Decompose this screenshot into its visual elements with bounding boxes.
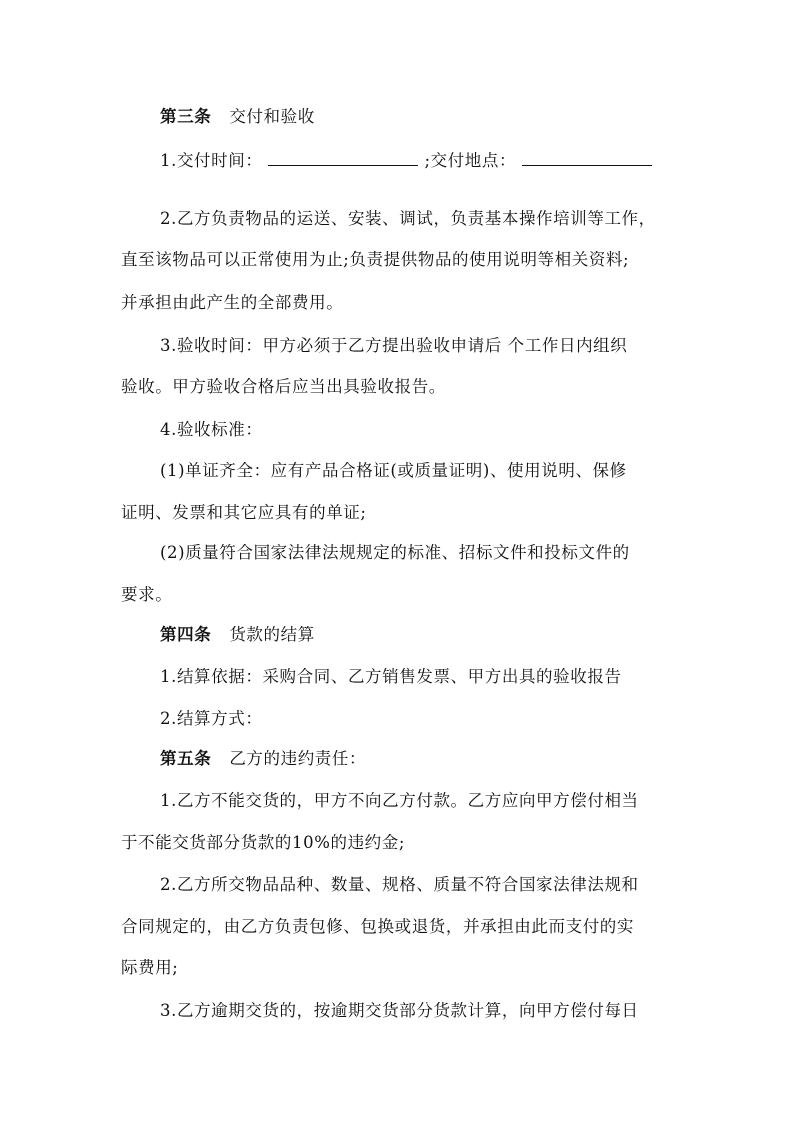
para-3-line-1: 3.验收时间：甲方必须于乙方提出验收申请后 个工作日内组织 <box>160 336 628 355</box>
para-10-line-1: 2.乙方所交物品品种、数量、规格、质量不符合国家法律法规和 <box>160 875 639 894</box>
para-3-line-2: 验收。甲方验收合格后应当出具验收报告。 <box>121 377 446 396</box>
article-4-heading <box>0 625 793 645</box>
para-8: 2.结算方式： <box>160 709 263 728</box>
article-5-heading <box>0 749 793 769</box>
delivery-time-label: 1.交付时间： <box>160 151 263 170</box>
article-5-text: 乙方的违约责任： <box>229 749 367 768</box>
delivery-line <box>0 151 793 171</box>
delivery-place-label: ;交付地点： <box>424 151 517 170</box>
para-10-line-3: 际费用; <box>121 958 179 977</box>
para-2-line-3: 并承担由此产生的全部费用。 <box>121 293 344 312</box>
delivery-place-blank <box>522 151 652 166</box>
article-3-heading <box>0 107 793 127</box>
article-4-title: 第四条 <box>160 625 212 644</box>
para-6-line-2: 要求。 <box>121 585 173 604</box>
article-3-title: 第三条 <box>160 107 212 126</box>
para-5-line-2: 证明、发票和其它应具有的单证; <box>121 503 367 522</box>
article-4-text: 货款的结算 <box>229 625 315 644</box>
para-6-line-1: (2)质量符合国家法律法规规定的标准、招标文件和投标文件的 <box>160 543 630 562</box>
article-5-title: 第五条 <box>160 749 212 768</box>
para-5-line-1: (1)单证齐全：应有产品合格证(或质量证明)、使用说明、保修 <box>160 461 627 480</box>
para-2-line-2: 直至该物品可以正常使用为止;负责提供物品的使用说明等相关资料; <box>121 250 630 269</box>
para-9-line-1: 1.乙方不能交货的，甲方不向乙方付款。乙方应向甲方偿付相当 <box>160 791 639 810</box>
para-10-line-2: 合同规定的，由乙方负责包修、包换或退货，并承担由此而支付的实 <box>121 917 634 936</box>
para-4: 4.验收标准： <box>160 420 263 439</box>
para-11-line-1: 3.乙方逾期交货的，按逾期交货部分货款计算，向甲方偿付每日 <box>160 1001 639 1020</box>
para-9-line-2: 于不能交货部分货款的10%的违约金; <box>121 833 406 852</box>
article-3-text: 交付和验收 <box>229 107 315 126</box>
para-2-line-1: 2.乙方负责物品的运送、安装、调试，负责基本操作培训等工作， <box>160 209 656 228</box>
para-7: 1.结算依据：采购合同、乙方销售发票、甲方出具的验收报告 <box>160 667 622 686</box>
delivery-time-blank <box>268 151 418 166</box>
